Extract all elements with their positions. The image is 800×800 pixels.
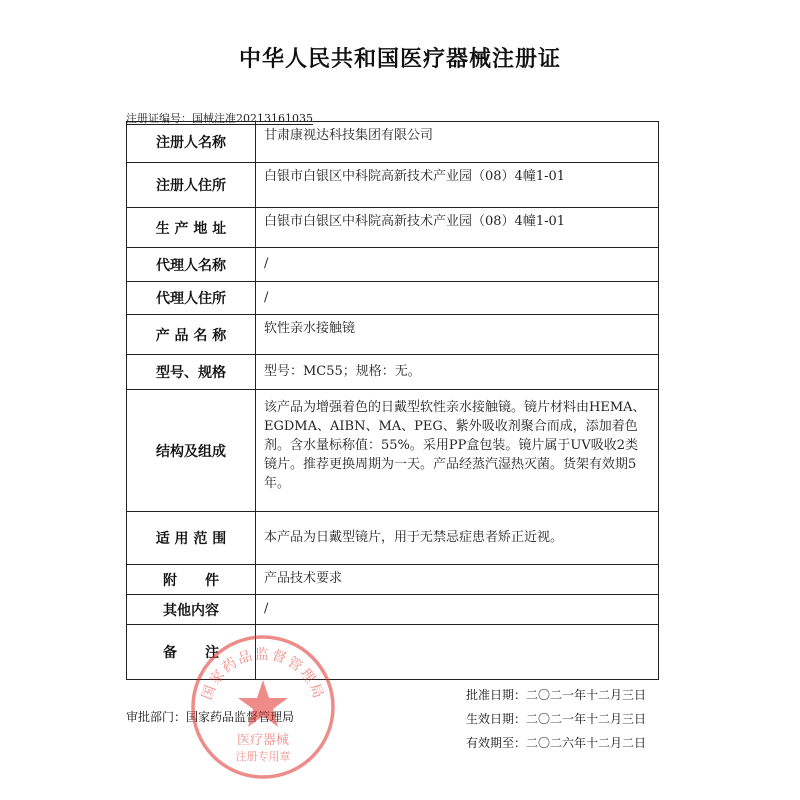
dates-block (466, 683, 646, 755)
row-value-agent-name: / (256, 248, 659, 282)
table-row (127, 208, 659, 248)
row-value-other: / (256, 595, 659, 625)
row-label-remarks: 备 注 (127, 625, 256, 680)
row-value-structure: 该产品为增强着色的日戴型软性亲水接触镜。镜片材料由HEMA、EGDMA、AIBN、MA、PEG、紫外吸收剂聚合而成，添加着色剂。含水量标称值：55%。采用PP盒包装。镜片属于UV吸收2类镜片。推荐更换周期为一天。产品经蒸汽湿热灭菌。货架有效期5年。 (256, 390, 659, 512)
table-row (127, 163, 659, 208)
row-value-product-name: 软性亲水接触镜 (256, 315, 659, 355)
row-value-scope: 本产品为日戴型镜片，用于无禁忌症患者矫正近视。 (256, 512, 659, 565)
row-value-model-spec: 型号：MC55；规格：无。 (256, 355, 659, 390)
row-label-agent-address: 代理人住所 (127, 282, 256, 315)
row-label-registrant-address: 注册人住所 (127, 163, 256, 208)
table-row (127, 512, 659, 565)
expiry-date: 有效期至：二〇二六年十二月二日 (466, 736, 647, 750)
table-row (127, 282, 659, 315)
row-label-structure: 结构及组成 (127, 390, 256, 512)
approval-department: 审批部门：国家药品监督管理局 (126, 710, 295, 724)
official-seal-icon (188, 632, 338, 782)
registration-table (126, 121, 659, 680)
registration-number: 注册证编号：国械注准20213161035 (126, 112, 313, 125)
table-row (127, 390, 659, 512)
seal-arc-text: 国家药品监督管理局 (199, 647, 327, 703)
table-row (127, 248, 659, 282)
effective-date: 生效日期：二〇二一年十二月三日 (466, 712, 647, 726)
row-value-production-address: 白银市白银区中科院高新技术产业园（08）4幢1-01 (256, 208, 659, 248)
row-value-registrant-address: 白银市白银区中科院高新技术产业园（08）4幢1-01 (256, 163, 659, 208)
row-label-attachment: 附 件 (127, 565, 256, 595)
table-row (127, 565, 659, 595)
row-label-other: 其他内容 (127, 595, 256, 625)
row-label-agent-name: 代理人名称 (127, 248, 256, 282)
seal-line1: 医疗器械 (236, 733, 290, 748)
row-value-attachment: 产品技术要求 (256, 565, 659, 595)
table-row (127, 122, 659, 163)
row-label-product-name: 产 品 名 称 (127, 315, 256, 355)
row-value-registrant-name: 甘肃康视达科技集团有限公司 (256, 122, 659, 163)
seal-star-icon (238, 680, 288, 727)
approval-date: 批准日期：二〇二一年十二月三日 (466, 688, 647, 702)
row-label-model-spec: 型号、规格 (127, 355, 256, 390)
row-label-scope: 适 用 范 围 (127, 512, 256, 565)
seal-line2: 注册专用章 (235, 750, 291, 763)
row-label-registrant-name: 注册人名称 (127, 122, 256, 163)
table-row (127, 315, 659, 355)
table-row (127, 355, 659, 390)
table-row (127, 595, 659, 625)
row-label-production-address: 生 产 地 址 (127, 208, 256, 248)
document-title: 中华人民共和国医疗器械注册证 (238, 47, 561, 72)
row-value-agent-address: / (256, 282, 659, 315)
